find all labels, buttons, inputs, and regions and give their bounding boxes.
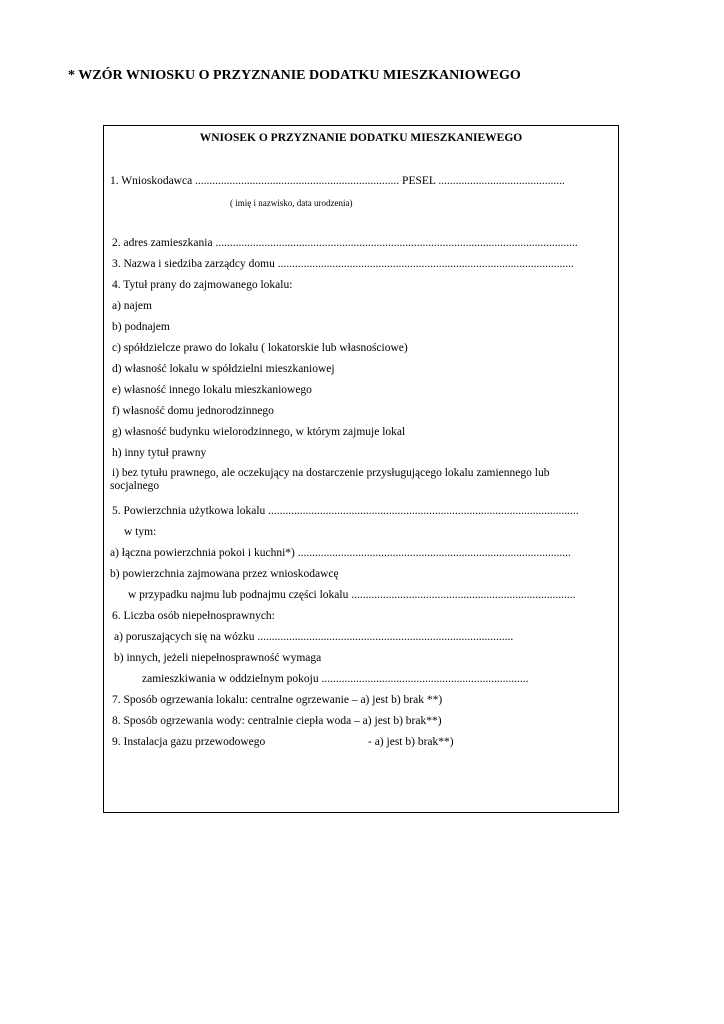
applicant-line[interactable]: 1. Wnioskodawca ....................................................................... PESEL ............................................ — [110, 175, 565, 187]
disabled-b-cont-line[interactable]: zamieszkiwania w oddzielnym pokoju ........................................................................ — [142, 673, 529, 685]
title-option-g[interactable]: g) własność budynku wielorodzinnego, w którym zajmuje lokal — [112, 426, 406, 438]
heating-line[interactable]: 7. Sposób ogrzewania lokalu: centralne ogrzewanie – a) jest b) brak **) — [112, 694, 443, 706]
water-heating-line[interactable]: 8. Sposób ogrzewania wody: centralnie ciepła woda – a) jest b) brak**) — [112, 715, 442, 727]
applicant-hint: ( imię i nazwisko, data urodzenia) — [230, 198, 353, 208]
page-title: * WZÓR WNIOSKU O PRZYZNANIE DODATKU MIESZKANIOWEGO — [68, 68, 521, 83]
disabled-b-line: b) innych, jeżeli niepełnosprawność wymaga — [114, 652, 322, 664]
manager-line[interactable]: 3. Nazwa i siedziba zarządcy domu ....................................................................................................... — [112, 258, 574, 270]
area-including: w tym: — [124, 526, 157, 538]
title-option-b[interactable]: b) podnajem — [112, 321, 170, 333]
title-option-c[interactable]: c) spółdzielcze prawo do lokalu ( lokatorskie lub własnościowe) — [112, 342, 408, 354]
title-option-i[interactable]: i) bez tytułu prawnego, ale oczekujący na dostarczenie przysługującego lokalu zamiennego lub socjalnego — [110, 467, 550, 492]
form-heading: WNIOSEK O PRZYZNANIE DODATKU MIESZKANIEWEGO — [199, 132, 523, 144]
title-option-a[interactable]: a) najem — [112, 300, 152, 312]
area-b-line: b) powierzchnia zajmowana przez wnioskodawcę — [110, 568, 339, 580]
area-line[interactable]: 5. Powierzchnia użytkowa lokalu ............................................................................................................ — [112, 505, 579, 517]
disabled-a-line[interactable]: a) poruszających się na wózku ......................................................................................... — [114, 631, 514, 643]
title-option-e[interactable]: e) własność innego lokalu mieszkaniowego — [112, 384, 312, 396]
address-line[interactable]: 2. adres zamieszkania .............................................................................................................................. — [112, 237, 578, 249]
title-heading: 4. Tytuł prany do zajmowanego lokalu: — [112, 279, 293, 291]
gas-installation-label: 9. Instalacja gazu przewodowego — [112, 736, 266, 748]
gas-installation-options[interactable]: - a) jest b) brak**) — [368, 736, 454, 748]
title-option-h[interactable]: h) inny tytuł prawny — [112, 447, 207, 459]
title-option-f[interactable]: f) własność domu jednorodzinnego — [112, 405, 274, 417]
application-form — [103, 125, 619, 813]
area-b-cont-line[interactable]: w przypadku najmu lub podnajmu części lokalu .............................................................................. — [128, 589, 576, 601]
disabled-heading: 6. Liczba osób niepełnosprawnych: — [112, 610, 275, 622]
area-a-line[interactable]: a) łączna powierzchnia pokoi i kuchni*) ............................................................................................... — [110, 547, 571, 559]
title-option-d[interactable]: d) własność lokalu w spółdzielni mieszkaniowej — [112, 363, 335, 375]
